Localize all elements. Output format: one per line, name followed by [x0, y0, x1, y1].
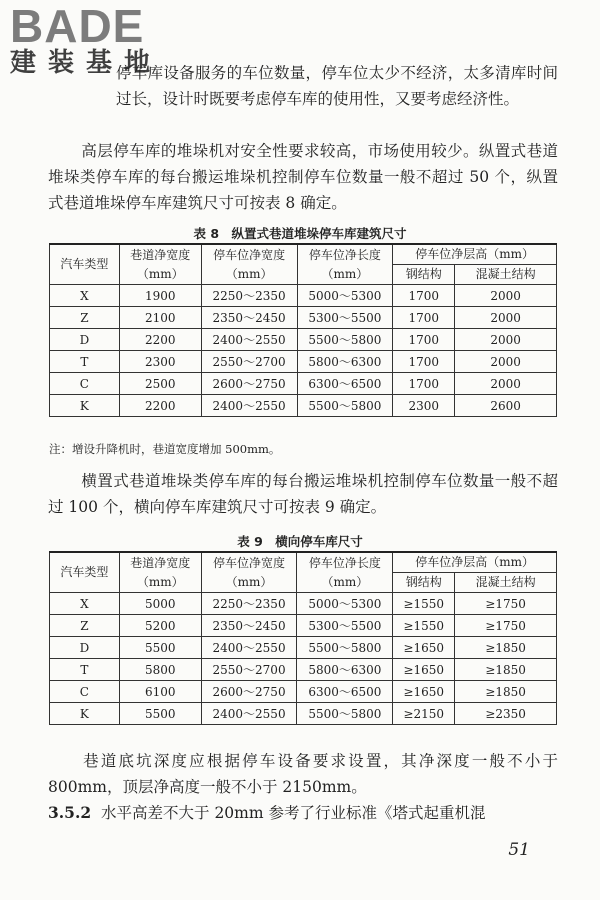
col-lane — [119, 244, 201, 285]
table-row — [50, 395, 557, 417]
table-cell: D — [50, 329, 120, 351]
col-length — [297, 552, 393, 593]
table-cell: 2200 — [119, 395, 201, 417]
table-cell: 2550～2700 — [201, 351, 297, 373]
table-cell: 1700 — [393, 351, 455, 373]
table9-caption: 表 9 横向停车库尺寸 — [237, 534, 363, 549]
table-cell: 6300～6500 — [297, 681, 393, 703]
table-cell: 2600～2750 — [201, 373, 297, 395]
table-cell: 5200 — [119, 615, 201, 637]
paragraph-1-text: 停车库设备服务的车位数量，停车位太少不经济，太多清库时间过长，设计时既要考虑停车库的使用性，又要考虑经济性。 — [116, 64, 558, 108]
table-row — [50, 615, 557, 637]
table-cell: 5300～5500 — [297, 307, 393, 329]
col-concrete: 混凝土结构 — [455, 265, 557, 285]
table-cell: ≥1550 — [393, 593, 455, 615]
table-row — [50, 307, 557, 329]
table8 — [49, 243, 557, 417]
table-cell: Z — [50, 307, 120, 329]
table-row — [50, 373, 557, 395]
table-cell: ≥1550 — [393, 615, 455, 637]
table-cell: ≥1850 — [455, 681, 557, 703]
table-row — [50, 285, 557, 307]
table8-note: 注：增设升降机时，巷道宽度增加 500mm。 — [49, 442, 281, 456]
table-cell: 5000～5300 — [297, 285, 393, 307]
table-row — [50, 659, 557, 681]
col-width — [201, 552, 297, 593]
table-cell: 2000 — [455, 373, 557, 395]
paragraph-3 — [48, 468, 558, 520]
table-cell: 6100 — [119, 681, 201, 703]
col-lane — [119, 552, 201, 593]
col-length — [297, 244, 393, 285]
table-cell: 5500 — [119, 637, 201, 659]
table-cell: Z — [50, 615, 120, 637]
table-cell: D — [50, 637, 120, 659]
table-row — [50, 703, 557, 725]
table-cell: 2400～2550 — [201, 395, 297, 417]
paragraph-2 — [48, 138, 558, 216]
table-cell: 2500 — [119, 373, 201, 395]
col-length-unit: （mm） — [321, 574, 369, 589]
table-cell: ≥1750 — [455, 615, 557, 637]
paragraph-4 — [48, 748, 558, 800]
table-cell: 5500～5800 — [297, 703, 393, 725]
col-lane-label: 巷道净宽度 — [130, 247, 191, 262]
table-cell: 2400～2550 — [201, 703, 297, 725]
table-cell: X — [50, 285, 120, 307]
table-cell: C — [50, 681, 120, 703]
table-row — [50, 593, 557, 615]
col-steel: 钢结构 — [393, 573, 455, 593]
paragraph-4-text: 巷道底坑深度应根据停车设备要求设置，其净深度一般不小于 800mm，顶层净高度一般不小于 2150mm。 — [48, 752, 558, 796]
table-cell: 1700 — [393, 329, 455, 351]
table-cell: 2600～2750 — [201, 681, 297, 703]
table-cell: 1700 — [393, 285, 455, 307]
table-row — [50, 329, 557, 351]
table-cell: 5000 — [119, 593, 201, 615]
table-cell: ≥2350 — [455, 703, 557, 725]
table-cell: 5800～6300 — [297, 659, 393, 681]
table-cell: 2300 — [119, 351, 201, 373]
col-type: 汽车类型 — [50, 552, 120, 593]
paragraph-2-text: 高层停车库的堆垛机对安全性要求较高，市场使用较少。纵置式巷道堆垛类停车库的每台搬运堆垛机控制停车位数量一般不超过 50 个，纵置式巷道堆垛停车库建筑尺寸可按表 8 确定。 — [48, 142, 558, 212]
col-type: 汽车类型 — [50, 244, 120, 285]
table-cell: 5500～5800 — [297, 329, 393, 351]
table-cell: 2100 — [119, 307, 201, 329]
col-concrete: 混凝土结构 — [455, 573, 557, 593]
paragraph-1 — [116, 60, 558, 112]
table-cell: 2300 — [393, 395, 455, 417]
paragraph-3-text: 横置式巷道堆垛类停车库的每台搬运堆垛机控制停车位数量一般不超过 100 个，横向停车库建筑尺寸可按表 9 确定。 — [48, 472, 558, 516]
col-length-label: 停车位净长度 — [308, 247, 381, 262]
table-cell: 2550～2700 — [201, 659, 297, 681]
col-width — [201, 244, 297, 285]
col-width-unit: （mm） — [225, 266, 273, 281]
paragraph-5 — [48, 800, 558, 826]
table-cell: 1700 — [393, 307, 455, 329]
table-cell: 2400～2550 — [201, 329, 297, 351]
table-cell: 2200 — [119, 329, 201, 351]
col-lane-unit: （mm） — [136, 574, 184, 589]
table9 — [49, 551, 557, 725]
table-cell: T — [50, 351, 120, 373]
table-cell: 5000～5300 — [297, 593, 393, 615]
table-cell: 6300～6500 — [297, 373, 393, 395]
table-cell: 5500～5800 — [297, 637, 393, 659]
table-row — [50, 351, 557, 373]
table-row — [50, 681, 557, 703]
table-cell: K — [50, 703, 120, 725]
table8-caption: 表 8 纵置式巷道堆垛停车库建筑尺寸 — [193, 226, 407, 241]
table-cell: T — [50, 659, 120, 681]
table-cell: 2000 — [455, 351, 557, 373]
table-cell: K — [50, 395, 120, 417]
logo-subtitle: 建装基地 — [10, 48, 163, 78]
col-width-label: 停车位净宽度 — [213, 247, 286, 262]
col-lane-unit: （mm） — [136, 266, 184, 281]
table-cell: 2250～2350 — [201, 285, 297, 307]
logo-brand: BADE — [10, 0, 145, 52]
table-cell: ≥1750 — [455, 593, 557, 615]
table-cell: 5800～6300 — [297, 351, 393, 373]
table-cell: 2400～2550 — [201, 637, 297, 659]
table-cell: 5500 — [119, 703, 201, 725]
table-cell: 5300～5500 — [297, 615, 393, 637]
table-cell: 5500～5800 — [297, 395, 393, 417]
col-height: 停车位净层高（mm） — [393, 244, 557, 265]
section-number: 3.5.2 — [48, 803, 92, 822]
col-lane-label: 巷道净宽度 — [130, 555, 191, 570]
table-cell: 2000 — [455, 307, 557, 329]
col-width-unit: （mm） — [225, 574, 273, 589]
col-steel: 钢结构 — [393, 265, 455, 285]
table-cell: ≥1650 — [393, 637, 455, 659]
table-cell: ≥1850 — [455, 659, 557, 681]
table-cell: ≥2150 — [393, 703, 455, 725]
table-cell: 2000 — [455, 329, 557, 351]
col-length-unit: （mm） — [321, 266, 369, 281]
table-cell: 2600 — [455, 395, 557, 417]
table-cell: ≥1850 — [455, 637, 557, 659]
table-cell: C — [50, 373, 120, 395]
col-length-label: 停车位净长度 — [308, 555, 381, 570]
col-height: 停车位净层高（mm） — [393, 552, 557, 573]
table-cell: 1900 — [119, 285, 201, 307]
table-cell: 2250～2350 — [201, 593, 297, 615]
table-cell: 2000 — [455, 285, 557, 307]
col-width-label: 停车位净宽度 — [213, 555, 286, 570]
table-cell: X — [50, 593, 120, 615]
page-number: 51 — [508, 840, 530, 860]
table-cell: 2350～2450 — [201, 615, 297, 637]
table-cell: 1700 — [393, 373, 455, 395]
table-cell: ≥1650 — [393, 681, 455, 703]
table-cell: 2350～2450 — [201, 307, 297, 329]
table-row — [50, 637, 557, 659]
table-cell: ≥1650 — [393, 659, 455, 681]
table-cell: 5800 — [119, 659, 201, 681]
paragraph-5-text: 水平高差不大于 20mm 参考了行业标准《塔式起重机混 — [101, 804, 486, 822]
